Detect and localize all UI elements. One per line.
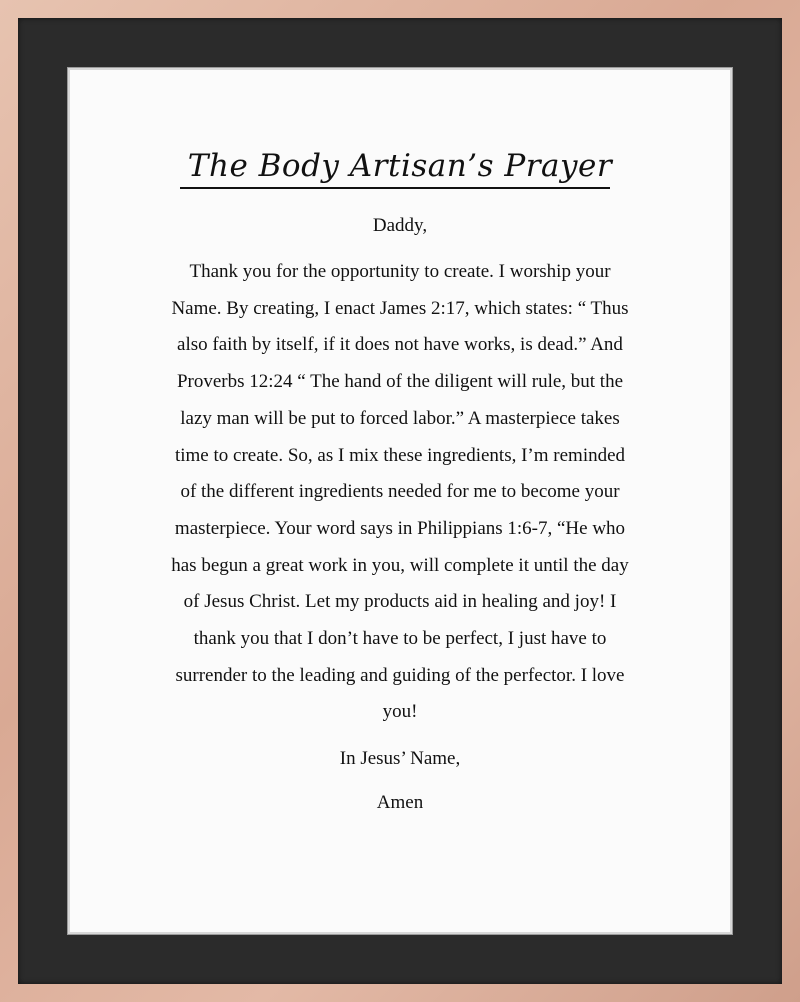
prayer-line: Name. By creating, I enact James 2:17, which states: “ Thus [171,297,629,319]
prayer-line: Proverbs 12:24 “ The hand of the diligent will rule, but the [176,371,624,393]
prayer-body [70,208,730,821]
prayer-line: Thank you for the opportunity to create. I worship your [189,261,611,282]
prayer-line: surrender to the leading and guiding of the perfector. I love [175,664,625,686]
prayer-greeting: Daddy, [372,215,428,236]
prayer-amen: Amen [376,792,424,814]
prayer-page [68,68,732,934]
prayer-line: masterpiece. Your word says in Philippians 1:6-7, “He who [174,517,626,539]
prayer-line: of Jesus Christ. Let my products aid in healing and joy! I [183,591,617,613]
prayer-title: The Body Artisan’s Prayer [187,148,613,184]
prayer-line: time to create. So, as I mix these ingredients, I’m reminded [174,444,626,466]
prayer-line: thank you that I don’t have to be perfect, I just have to [193,628,607,650]
title-underline [180,187,610,189]
prayer-line: you! [382,701,418,723]
prayer-line: also faith by itself, if it does not have works, is dead.” And [177,334,623,356]
prayer-line: of the different ingredients needed for me to become your [180,481,620,503]
prayer-line: lazy man will be put to forced labor.” A masterpiece takes [180,407,620,429]
prayer-closing: In Jesus’ Name, [339,748,461,770]
prayer-line: has begun a great work in you, will complete it until the day [171,554,629,576]
